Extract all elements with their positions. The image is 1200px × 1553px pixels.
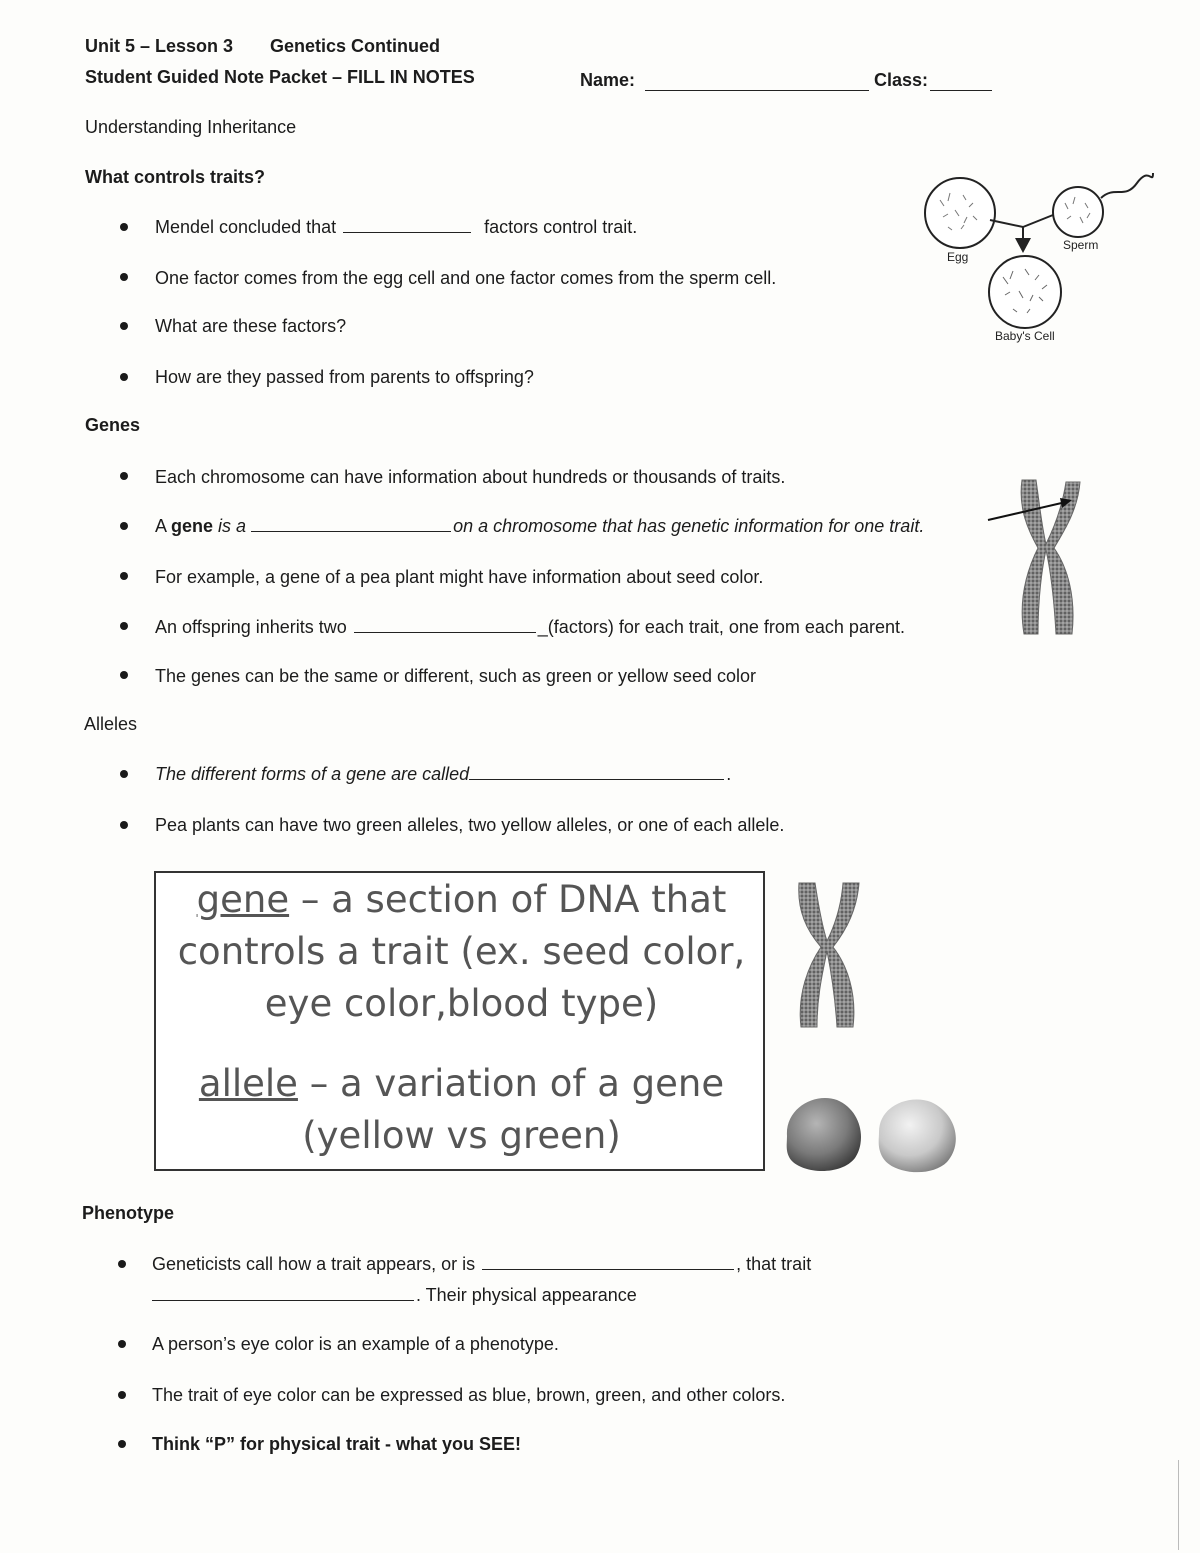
bullet-dot <box>120 273 128 281</box>
green-pea-icon <box>787 1098 861 1171</box>
genes-bullet-1: Each chromosome can have information about hundreds or thousands of traits. <box>155 467 786 487</box>
traits-bullet-1 <box>155 217 637 238</box>
fertilization-diagram <box>915 165 1165 350</box>
phenotype-bullet-4: Think “P” for physical trait - what you SEE! <box>152 1434 522 1454</box>
fill-blank[interactable] <box>152 1299 414 1301</box>
bullet-dot <box>120 522 128 530</box>
egg-cell-icon <box>925 178 995 248</box>
phenotype-b1-pre: Geneticists call how a trait appears, or is <box>152 1254 476 1274</box>
genes-heading: Genes <box>85 415 141 435</box>
phenotype-b1-line2: . Their physical appearance <box>416 1285 637 1305</box>
chromosome-image <box>980 468 1100 648</box>
unit-label: Unit 5 – Lesson 3 <box>85 36 234 56</box>
allele-definition-line-1 <box>156 1057 767 1110</box>
arrow-down-icon <box>1015 238 1031 253</box>
fill-blank[interactable] <box>251 530 451 532</box>
traits-b1-post: factors control trait. <box>484 217 638 237</box>
traits-bullet-2: One factor comes from the egg cell and one factor comes from the sperm cell. <box>155 268 777 288</box>
class-field[interactable] <box>930 90 992 91</box>
gene-word: gene <box>196 878 290 921</box>
bullet-dot <box>118 1440 126 1448</box>
bullet-dot <box>120 373 128 381</box>
phenotype-bullet-1 <box>152 1254 811 1275</box>
chromosome-image-2 <box>785 875 875 1035</box>
genes-bullet-5: The genes can be the same or different, such as green or yellow seed color <box>155 666 757 686</box>
alleles-bullet-1 <box>155 764 731 785</box>
scan-edge <box>1178 1460 1179 1550</box>
baby-cell-icon <box>989 256 1061 328</box>
fill-blank[interactable] <box>354 631 536 633</box>
gene-def-1: – a section of DNA that <box>289 878 727 921</box>
topic-label: Genetics Continued <box>270 36 441 56</box>
bullet-dot <box>120 322 128 330</box>
bullet-dot <box>120 821 128 829</box>
baby-cell-label: Baby's Cell <box>995 329 1055 343</box>
genes-b4-post: _(factors) for each trait, one from each parent. <box>537 617 905 637</box>
traits-heading: What controls traits? <box>85 167 266 187</box>
fill-blank[interactable] <box>482 1268 734 1270</box>
alleles-b1-post: . <box>726 764 732 784</box>
sperm-cell-icon <box>1053 187 1103 237</box>
bullet-dot <box>120 671 128 679</box>
gene-definition-line-3: eye color,blood type) <box>264 982 659 1025</box>
traits-bullet-3: What are these factors? <box>155 316 347 336</box>
phenotype-bullet-3: The trait of eye color can be expressed as blue, brown, green, and other colors. <box>152 1385 786 1405</box>
name-label: Name: <box>580 70 636 90</box>
phenotype-bullet-1-line-2 <box>152 1285 637 1306</box>
definition-box <box>154 871 765 1171</box>
name-field[interactable] <box>645 90 869 91</box>
bullet-dot <box>120 770 128 778</box>
phenotype-bullet-2: A person’s eye color is an example of a phenotype. <box>152 1334 559 1354</box>
gene-definition-line-2: controls a trait (ex. seed color, <box>177 930 746 973</box>
class-label: Class: <box>874 70 929 90</box>
bullet-dot <box>120 572 128 580</box>
genes-bullet-3: For example, a gene of a pea plant might have information about seed color. <box>155 567 764 587</box>
packet-title: Student Guided Note Packet – FILL IN NOTES <box>85 67 475 87</box>
allele-def-1: – a variation of a gene <box>297 1062 725 1105</box>
genes-b2-c: is a <box>213 516 247 536</box>
phenotype-b1-post: , that trait <box>736 1254 812 1274</box>
traits-b1-pre: Mendel concluded that <box>155 217 337 237</box>
genes-b2-a: A <box>155 516 172 536</box>
traits-bullet-4: How are they passed from parents to offspring? <box>155 367 534 387</box>
bullet-dot <box>118 1260 126 1268</box>
sperm-label: Sperm <box>1063 238 1099 252</box>
yellow-pea-icon <box>879 1100 956 1173</box>
understanding-title: Understanding Inheritance <box>85 117 297 137</box>
bullet-dot <box>120 472 128 480</box>
allele-word: allele <box>198 1062 298 1105</box>
bullet-dot <box>120 622 128 630</box>
phenotype-heading: Phenotype <box>82 1203 175 1223</box>
pea-seeds-image <box>775 1088 975 1178</box>
bullet-dot <box>118 1391 126 1399</box>
gene-definition-line-1 <box>156 873 767 926</box>
allele-definition-line-2: (yellow vs green) <box>302 1114 621 1157</box>
alleles-b1-pre: The different forms of a gene are called <box>155 764 470 784</box>
fill-blank[interactable] <box>343 231 471 233</box>
gene-term: gene <box>171 516 214 536</box>
egg-label: Egg <box>947 250 969 264</box>
genes-bullet-2 <box>155 516 924 537</box>
bullet-dot <box>120 223 128 231</box>
bullet-dot <box>118 1340 126 1348</box>
genes-b2-post: on a chromosome that has genetic information for one trait. <box>453 516 925 536</box>
genes-bullet-4 <box>155 617 905 638</box>
alleles-heading: Alleles <box>84 714 138 734</box>
alleles-bullet-2: Pea plants can have two green alleles, two yellow alleles, or one of each allele. <box>155 815 785 835</box>
genes-b4-pre: An offspring inherits two <box>155 617 347 637</box>
fill-blank[interactable] <box>469 778 724 780</box>
